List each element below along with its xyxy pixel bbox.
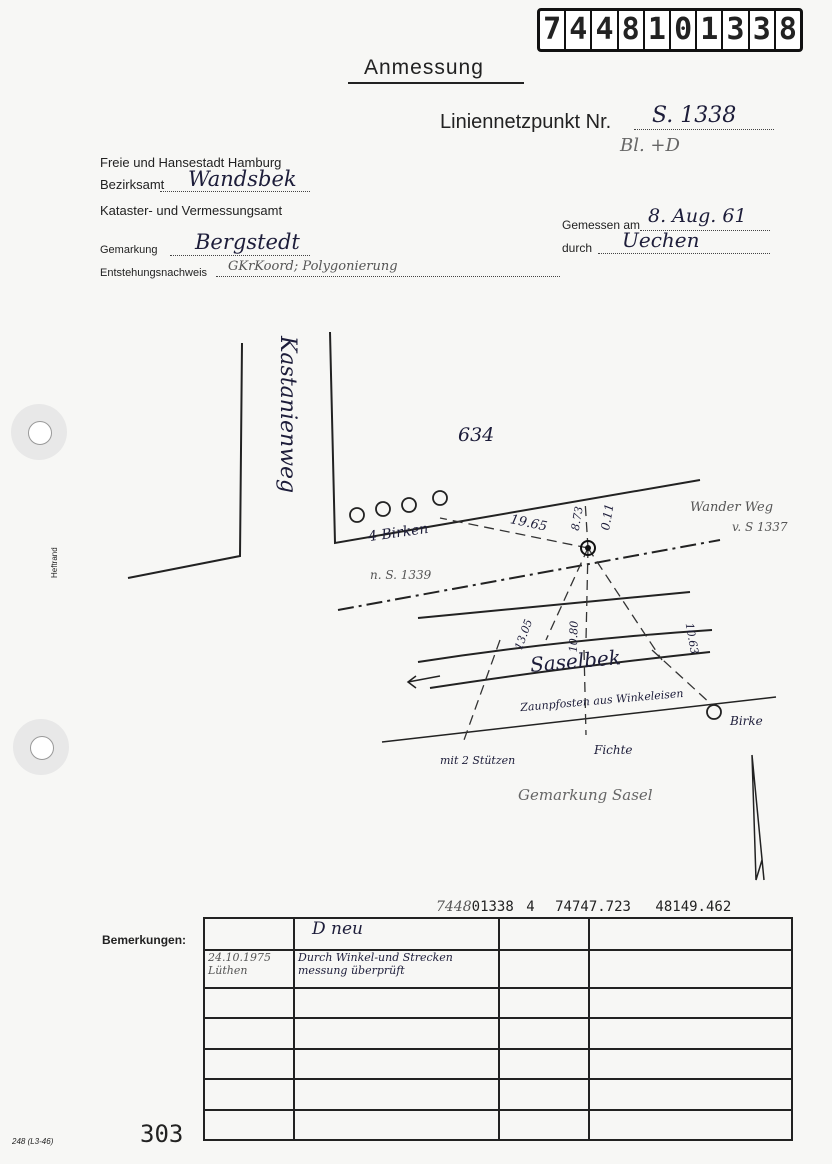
sight-line-3: [586, 548, 588, 640]
table-row: [204, 918, 792, 950]
parcel-number: 634: [458, 424, 495, 446]
table-cell: [499, 918, 589, 950]
table-row: [204, 1110, 792, 1140]
table-row: [204, 988, 792, 1018]
distance-2: 8.73: [568, 505, 586, 532]
stamp-digit: 0: [671, 11, 697, 49]
gemarkung-sasel: Gemarkung Sasel: [518, 786, 653, 804]
stamp-digit: 1: [645, 11, 671, 49]
distance-3: 0.11: [598, 502, 617, 532]
bezirksamt-label: Bezirksamt: [100, 177, 165, 192]
stamp-digit: 8: [778, 12, 797, 47]
remarks-name: Lüthen: [208, 964, 248, 977]
creek-bank-north: [418, 592, 690, 618]
page-number: 303: [140, 1120, 184, 1148]
coordinate-x: 74747.723: [555, 899, 631, 915]
coordinate-id: 01338: [471, 899, 514, 915]
gemarkung-value: Bergstedt: [195, 230, 300, 254]
measured-date-value: 8. Aug. 61: [648, 205, 747, 227]
measure-2: 10.80: [566, 620, 581, 653]
point-label: Liniennetzpunkt Nr.: [440, 111, 612, 133]
stamp-digit: 1: [697, 11, 723, 49]
gemarkung-label: Gemarkung: [100, 244, 158, 256]
table-cell: [589, 950, 792, 988]
coordinate-code: 4: [526, 899, 535, 915]
office-name: Kataster- und Vermessungsamt: [100, 203, 283, 218]
bezirksamt-value: Wandsbek: [188, 167, 297, 191]
entstehung-label: Entstehungsnachweis: [100, 267, 208, 279]
stamp-digit: 4: [566, 11, 592, 49]
table-cell: [204, 918, 294, 950]
street-edge-right: [330, 332, 700, 546]
table-cell: [294, 950, 499, 988]
street-name: Kastanienweg: [275, 336, 300, 494]
distance-1: 19.65: [508, 512, 549, 535]
entstehung-value: GKrKoord; Polygonierung: [228, 259, 398, 274]
measured-date-label: Gemessen am: [562, 218, 641, 232]
measure-1: 13.05: [512, 617, 536, 652]
remarks-table: [203, 917, 793, 1141]
stamp-digit: 7: [540, 11, 566, 49]
remarks-header-note: D neu: [312, 919, 363, 939]
table-cell: [499, 950, 589, 988]
creek-name: Saselbek: [529, 645, 622, 677]
margin-label: Heftrand: [50, 547, 59, 578]
street-edge-left: [128, 343, 242, 578]
table-cell: [589, 918, 792, 950]
remarks-text-1: Durch Winkel-und Strecken: [298, 951, 453, 964]
stamp-digit: 3: [723, 11, 749, 49]
form-code: 248 (L3-46): [12, 1137, 54, 1146]
sight-line-4: [588, 548, 662, 660]
authority-name: Freie und Hansestadt Hamburg: [100, 155, 282, 170]
stamp-digit: 4: [592, 11, 618, 49]
trees-label: 4 Birken: [367, 520, 430, 546]
measured-by-label: durch: [562, 241, 593, 255]
stamp-digit: 3: [750, 11, 776, 49]
table-cell: [204, 950, 294, 988]
remarks-label: Bemerkungen:: [102, 933, 187, 947]
remarks-date: 24.10.1975: [208, 951, 271, 964]
stamp-digit: 8: [619, 11, 645, 49]
wander-weg-label: Wander Weg: [690, 500, 774, 515]
remarks-text-2: messung überprüft: [298, 964, 405, 977]
measured-by-value: Uechen: [622, 228, 700, 252]
birch-label: Birke: [730, 714, 763, 728]
reference-1: v. S 1337: [732, 520, 788, 534]
page-title: Anmessung: [364, 56, 484, 79]
posts-label: Zaunpfosten aus Winkeleisen: [519, 686, 684, 715]
measure-3: 10.63: [682, 621, 701, 656]
table-cell: [294, 918, 499, 950]
spruce-label: Fichte: [594, 743, 633, 757]
coordinate-y: 48149.462: [655, 899, 732, 915]
north-arrow: [752, 755, 764, 880]
table-row: [204, 1049, 792, 1079]
point-value: S. 1338: [652, 103, 737, 128]
point-subnote: Bl. +D: [620, 135, 680, 156]
table-row: [204, 1079, 792, 1109]
table-row: [204, 1018, 792, 1048]
coordinate-line: [436, 899, 731, 915]
table-row: [204, 950, 792, 988]
reference-2: n. S. 1339: [370, 568, 432, 582]
supports-label: mit 2 Stützen: [440, 754, 516, 767]
coordinate-id-hand: 7448: [436, 899, 472, 915]
